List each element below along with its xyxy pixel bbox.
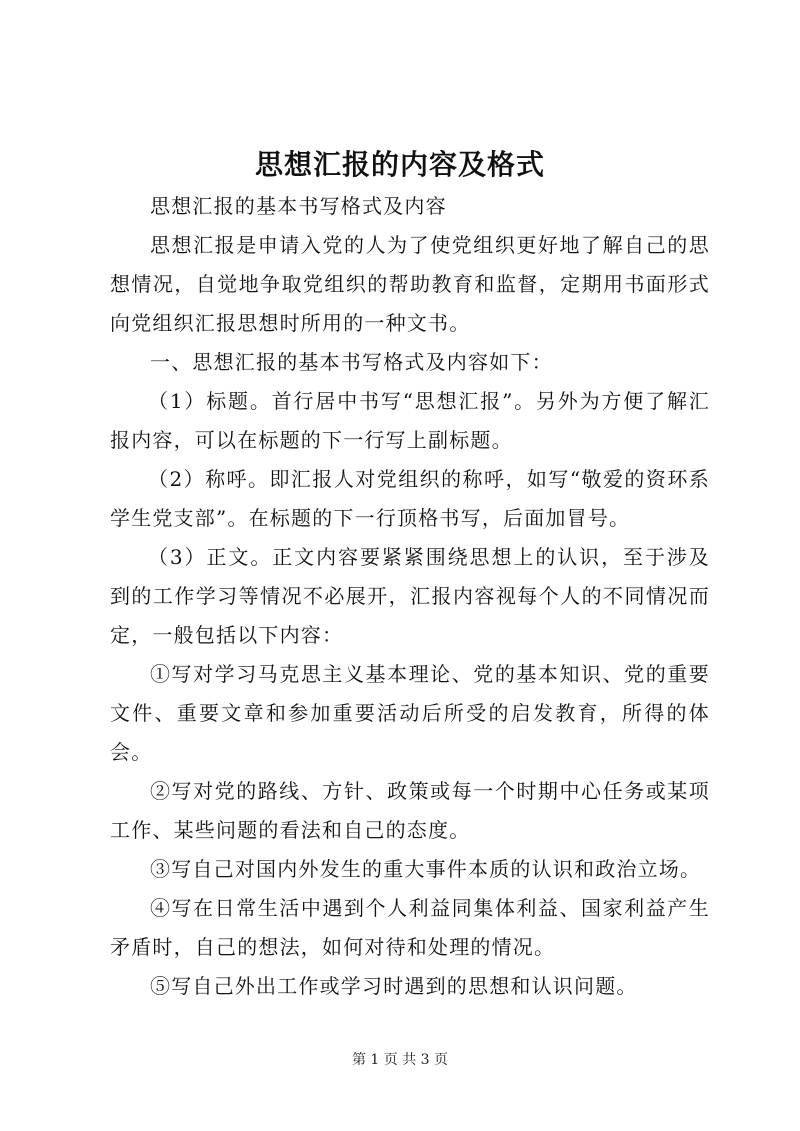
- paragraph-subtitle: 思想汇报的基本书写格式及内容: [150, 194, 447, 218]
- paragraph-section-heading: 一、思想汇报的基本书写格式及内容如下：: [150, 350, 553, 374]
- paragraph-item-body: （3）正文。正文内容要紧紧围绕思想上的认识，至于涉及到的工作学习等情况不必展开，汇报内容视每个人的不同情况而定，一般包括以下内容：: [110, 545, 710, 647]
- paragraph-point-2: ②写对党的路线、方针、政策或每一个时期中心任务或某项工作、某些问题的看法和自己的态度。: [110, 779, 710, 842]
- paragraph-point-1: ①写对学习马克思主义基本理论、党的基本知识、党的重要文件、重要文章和参加重要活动后所受的启发教育，所得的体会。: [110, 662, 710, 764]
- document-body: [110, 187, 710, 1006]
- document-title: 思想汇报的内容及格式: [254, 148, 545, 181]
- page-footer: 第 1 页 共 3 页: [351, 1052, 449, 1068]
- paragraph-point-3: ③写自己对国内外发生的重大事件本质的认识和政治立场。: [150, 857, 702, 881]
- paragraph-point-5: ⑤写自己外出工作或学习时遇到的思想和认识问题。: [150, 974, 638, 998]
- paragraph-item-salutation: （2）称呼。即汇报人对党组织的称呼，如写“敬爱的资环系学生党支部”。在标题的下一行顶格书写，后面加冒号。: [110, 467, 710, 530]
- paragraph-point-4: ④写在日常生活中遇到个人利益同集体利益、国家利益产生矛盾时，自己的想法，如何对待和处理的情况。: [110, 896, 710, 959]
- paragraph-item-title: （1）标题。首行居中书写“思想汇报”。另外为方便了解汇报内容，可以在标题的下一行写上副标题。: [110, 389, 710, 452]
- paragraph-definition: 思想汇报是申请入党的人为了使党组织更好地了解自己的思想情况，自觉地争取党组织的帮助教育和监督，定期用书面形式向党组织汇报思想时所用的一种文书。: [110, 233, 710, 335]
